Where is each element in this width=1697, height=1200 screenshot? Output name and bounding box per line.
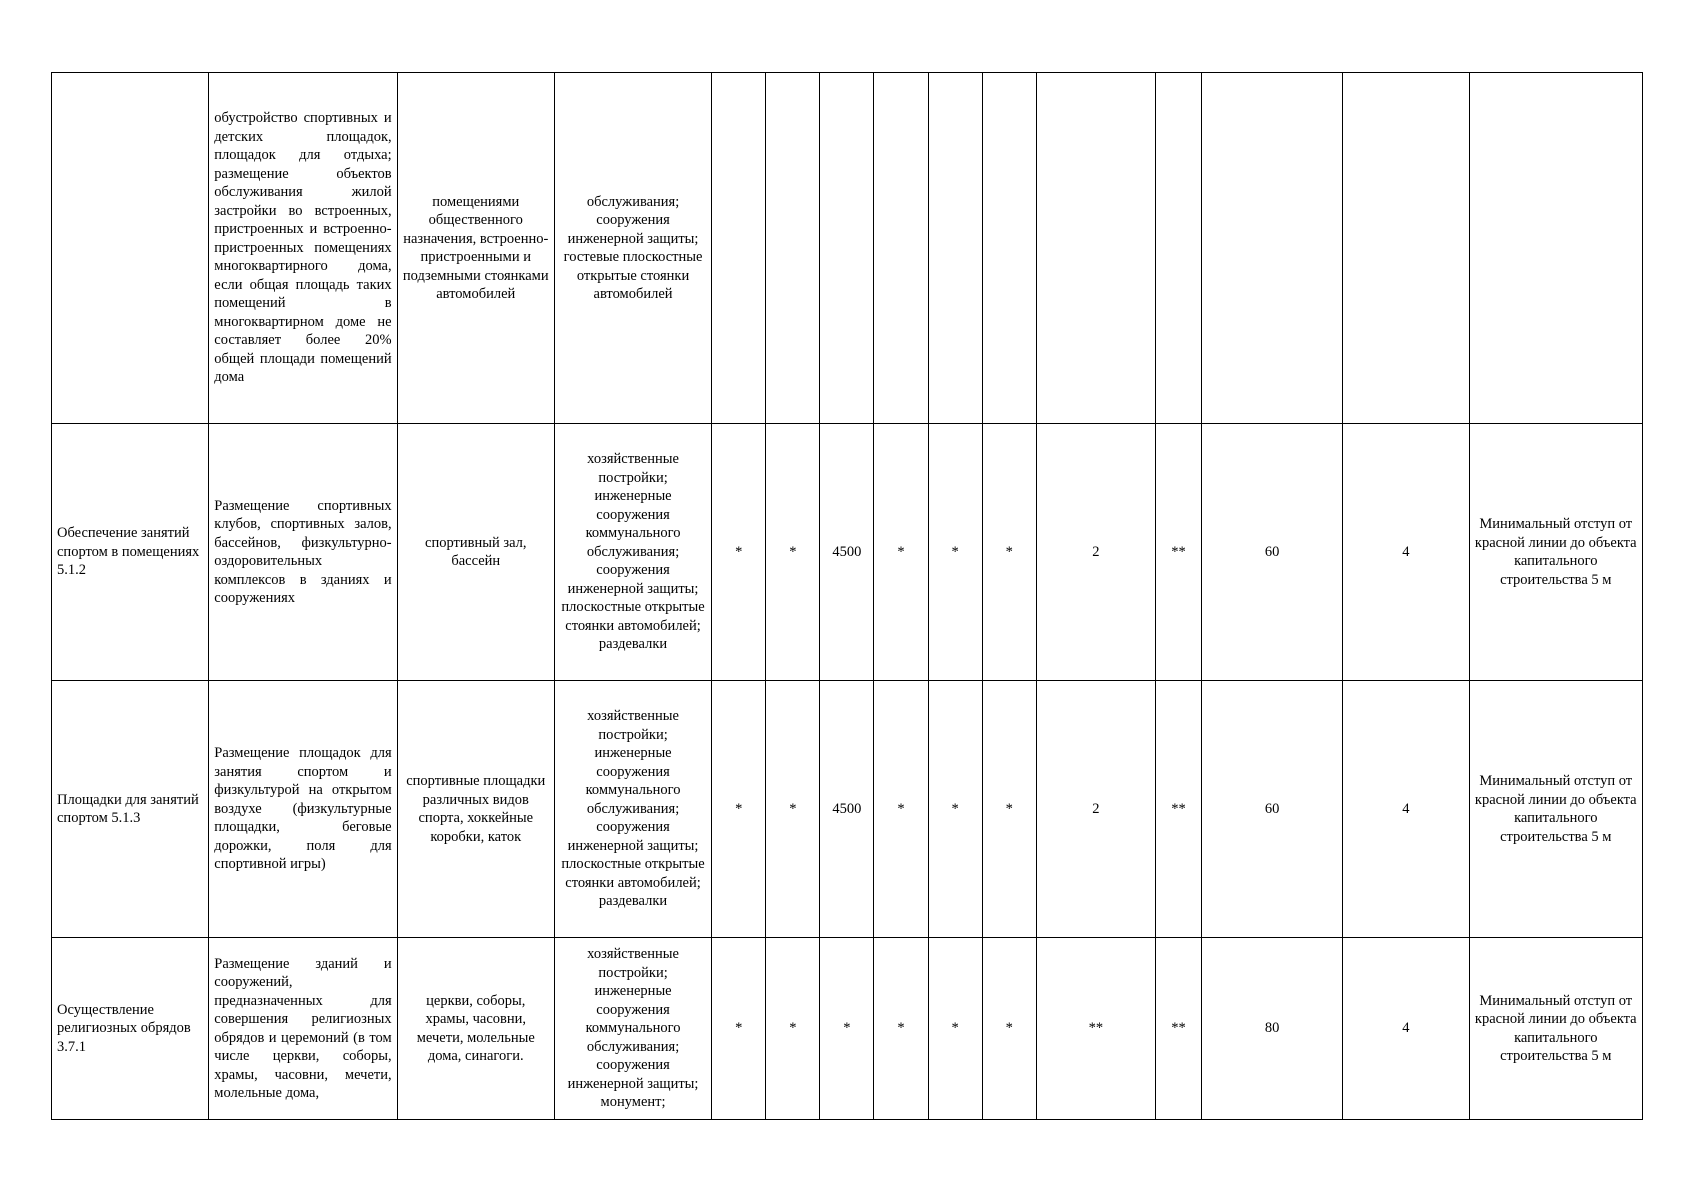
- param-cell-3: [820, 73, 874, 424]
- param-cell-9: 80: [1202, 938, 1343, 1120]
- param-cell-4: [874, 73, 928, 424]
- param-cell-3: 4500: [820, 681, 874, 938]
- objects-cell: спортивные площадки различных видов спорта, хоккейные коробки, каток: [397, 681, 554, 938]
- param-cell-8: [1155, 73, 1201, 424]
- param-cell-1: [712, 73, 766, 424]
- zoning-regulations-table: [51, 72, 1643, 1120]
- param-cell-2: *: [766, 938, 820, 1120]
- param-cell-8: **: [1155, 938, 1201, 1120]
- auxiliary-cell: обслуживания; сооружения инженерной защиты; гостевые плоскостные открытые стоянки автомобилей: [554, 73, 711, 424]
- param-cell-5: [928, 73, 982, 424]
- description-cell: Размещение зданий и сооружений, предназначенных для совершения религиозных обрядов и церемоний (в том числе церкви, соборы, храмы, часовни, мечети, молельные дома,: [209, 938, 397, 1120]
- description-cell: обустройство спортивных и детских площадок, площадок для отдыха; размещение объектов обслуживания жилой застройки во встроенных, пристроенных и встроенно-пристроенных помещениях многоквартирного дома, если общая площадь таких помещений в многоквартирном доме не составляет более 20% общей площади помещений дома: [209, 73, 397, 424]
- table-row: [52, 424, 1643, 681]
- use-type-cell: Площадки для занятий спортом 5.1.3: [52, 681, 209, 938]
- objects-cell: церкви, соборы, храмы, часовни, мечети, молельные дома, синагоги.: [397, 938, 554, 1120]
- param-cell-1: *: [712, 938, 766, 1120]
- param-cell-8: **: [1155, 681, 1201, 938]
- param-cell-5: *: [928, 938, 982, 1120]
- param-cell-6: *: [982, 424, 1036, 681]
- use-type-cell: Осуществление религиозных обрядов 3.7.1: [52, 938, 209, 1120]
- param-cell-4: *: [874, 681, 928, 938]
- objects-cell: спортивный зал, бассейн: [397, 424, 554, 681]
- param-cell-2: *: [766, 681, 820, 938]
- auxiliary-cell: хозяйственные постройки; инженерные сооружения коммунального обслуживания; сооружения инженерной защиты; плоскостные открытые стоянки автомобилей; раздевалки: [554, 424, 711, 681]
- table-row: [52, 938, 1643, 1120]
- auxiliary-cell: хозяйственные постройки; инженерные сооружения коммунального обслуживания; сооружения инженерной защиты; плоскостные открытые стоянки автомобилей; раздевалки: [554, 681, 711, 938]
- param-cell-6: *: [982, 938, 1036, 1120]
- param-cell-1: *: [712, 681, 766, 938]
- param-cell-9: [1202, 73, 1343, 424]
- note-cell: Минимальный отступ от красной линии до объекта капитального строительства 5 м: [1469, 424, 1642, 681]
- param-cell-10: 4: [1343, 424, 1469, 681]
- param-cell-7: 2: [1036, 681, 1155, 938]
- param-cell-7: [1036, 73, 1155, 424]
- param-cell-7: **: [1036, 938, 1155, 1120]
- description-cell: Размещение площадок для занятия спортом и физкультурой на открытом воздухе (физкультурные площадки, беговые дорожки, поля для спортивной игры): [209, 681, 397, 938]
- table-row: [52, 681, 1643, 938]
- param-cell-2: [766, 73, 820, 424]
- auxiliary-cell: хозяйственные постройки; инженерные сооружения коммунального обслуживания; сооружения инженерной защиты; монумент;: [554, 938, 711, 1120]
- note-cell: [1469, 73, 1642, 424]
- description-cell: Размещение спортивных клубов, спортивных залов, бассейнов, физкультурно-оздоровительных комплексов в зданиях и сооружениях: [209, 424, 397, 681]
- param-cell-4: *: [874, 424, 928, 681]
- param-cell-9: 60: [1202, 681, 1343, 938]
- table-row: [52, 73, 1643, 424]
- note-cell: Минимальный отступ от красной линии до объекта капитального строительства 5 м: [1469, 938, 1642, 1120]
- param-cell-9: 60: [1202, 424, 1343, 681]
- param-cell-2: *: [766, 424, 820, 681]
- param-cell-3: 4500: [820, 424, 874, 681]
- param-cell-1: *: [712, 424, 766, 681]
- param-cell-4: *: [874, 938, 928, 1120]
- param-cell-8: **: [1155, 424, 1201, 681]
- param-cell-10: [1343, 73, 1469, 424]
- param-cell-5: *: [928, 424, 982, 681]
- param-cell-7: 2: [1036, 424, 1155, 681]
- param-cell-10: 4: [1343, 938, 1469, 1120]
- param-cell-6: *: [982, 681, 1036, 938]
- param-cell-5: *: [928, 681, 982, 938]
- note-cell: Минимальный отступ от красной линии до объекта капитального строительства 5 м: [1469, 681, 1642, 938]
- param-cell-6: [982, 73, 1036, 424]
- param-cell-3: *: [820, 938, 874, 1120]
- param-cell-10: 4: [1343, 681, 1469, 938]
- use-type-cell: [52, 73, 209, 424]
- use-type-cell: Обеспечение занятий спортом в помещениях 5.1.2: [52, 424, 209, 681]
- objects-cell: помещениями общественного назначения, встроенно-пристроенными и подземными стоянками автомобилей: [397, 73, 554, 424]
